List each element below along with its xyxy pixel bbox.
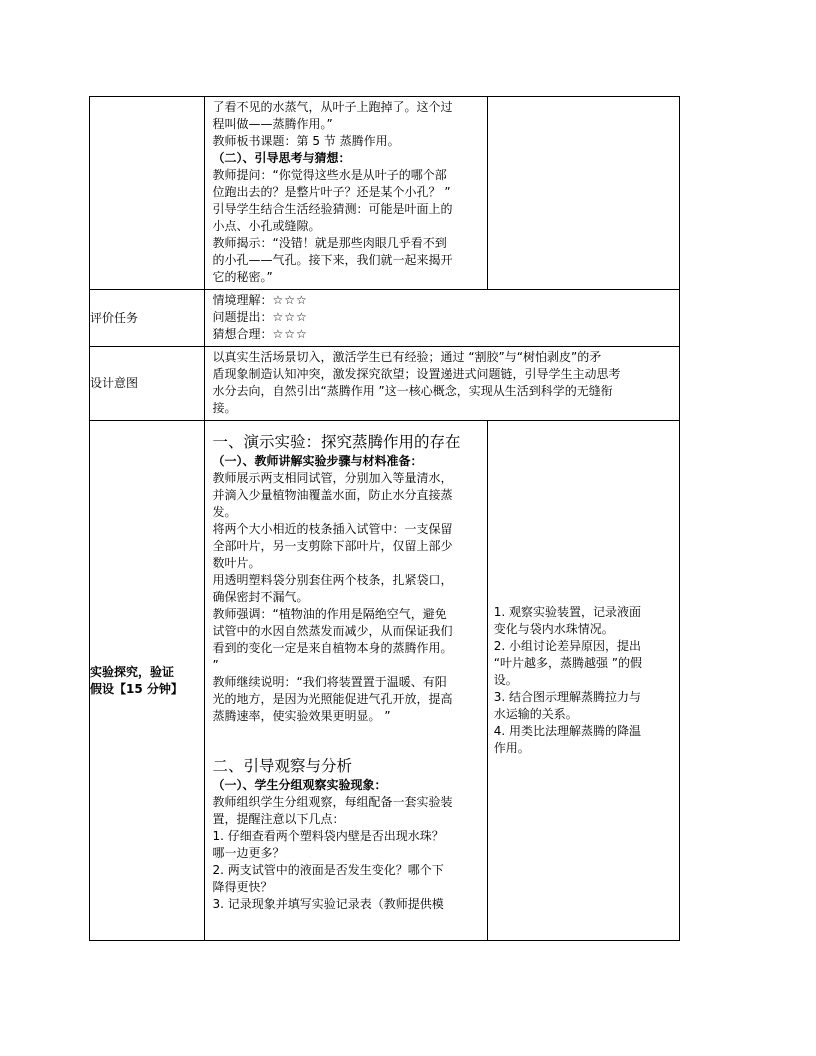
evaluation-label: 评价任务 — [90, 290, 205, 347]
evaluation-item-name: 猜想合理： — [212, 327, 273, 341]
text-line: 2. 两支试管中的液面是否发生变化？哪个下 — [212, 863, 444, 877]
text-line: 2. 小组讨论差异原因，提出 — [493, 638, 642, 653]
text-line: ” — [212, 658, 219, 672]
spacer — [213, 725, 482, 755]
text-line: 水分去向，自然引出“蒸腾作用 ”这一核心概念，实现从生活到科学的无缝衔 — [212, 384, 613, 398]
evaluation-item-name: 问题提出： — [212, 310, 273, 324]
text-line: 教师继续说明：“我们将装置置于温暖、有阳 — [212, 675, 447, 689]
star-rating: ☆☆☆ — [272, 293, 308, 307]
student-activity-cell-empty — [487, 97, 679, 290]
text-line: 变化与袋内水珠情况。 — [493, 621, 614, 636]
evaluation-item — [213, 292, 674, 309]
text-line: 3. 记录现象并填写实验记录表（教师提供模 — [212, 897, 444, 911]
design-label: 设计意图 — [90, 347, 205, 421]
star-rating: ☆☆☆ — [272, 327, 308, 341]
text-line: 降得更快？ — [212, 880, 273, 894]
text-line: 蒸腾速率，使实验效果更明显。 ” — [212, 709, 391, 723]
subheading: （一）、学生分组观察实验现象： — [212, 778, 387, 792]
table-row-design — [90, 347, 680, 421]
text-line: 将两个大小相近的枝条插入试管中：一支保留 — [212, 522, 453, 536]
design-content — [204, 347, 679, 421]
text-line: 设。 — [493, 672, 518, 687]
text-line: 作用。 — [493, 740, 530, 755]
text-line: 接。 — [212, 401, 237, 415]
text-line: 1. 观察实验装置，记录液面 — [493, 604, 642, 619]
text-line: 水运输的关系。 — [493, 706, 578, 721]
student-activity-cell — [487, 421, 679, 941]
text-line: 以真实生活场景切入，激活学生已有经验；通过 “割胶”与“树怕剥皮”的矛 — [212, 350, 602, 364]
text-line: 教师展示两支相同试管，分别加入等量清水， — [212, 471, 453, 485]
text-line: “叶片越多，蒸腾越强 ”的假 — [493, 655, 642, 670]
text-line: 并滴入少量植物油覆盖水面，防止水分直接蒸 — [212, 488, 453, 502]
table-row-experiment — [90, 421, 680, 941]
star-rating: ☆☆☆ — [272, 310, 308, 324]
text-line: 用透明塑料袋分别套住两个枝条，扎紧袋口， — [212, 573, 453, 587]
text-line: 全部叶片，另一支剪除下部叶片，仅留上部少 — [212, 539, 453, 553]
evaluation-content — [204, 290, 679, 347]
label-cell-empty — [90, 97, 205, 290]
text-line: 教师提问：“你觉得这些水是从叶子的哪个部 — [212, 168, 447, 182]
section-title: 二、引导观察与分析 — [212, 757, 353, 775]
text-line: 的小孔——气孔。接下来，我们就一起来揭开 — [212, 253, 453, 267]
text-line: 教师揭示：“没错！就是那些肉眼几乎看不到 — [212, 236, 447, 250]
text-line: 置，提醒注意以下几点： — [212, 812, 345, 826]
text-line: 数叶片。 — [212, 556, 261, 570]
subheading: （一）、教师讲解实验步骤与材料准备： — [212, 454, 423, 468]
subheading: （二）、引导思考与猜想： — [212, 151, 351, 165]
text-line: 位跑出去的？是整片叶子？还是某个小孔？ ” — [212, 185, 451, 199]
text-line: 程叫做——蒸腾作用。” — [212, 117, 333, 131]
text-line: 3. 结合图示理解蒸腾拉力与 — [493, 689, 642, 704]
text-line: 1. 仔细查看两个塑料袋内壁是否出现水珠？ — [212, 829, 444, 843]
evaluation-item — [213, 326, 674, 343]
text-line: 哪一边更多？ — [212, 846, 285, 860]
text-line: 教师组织学生分组观察，每组配备一套实验装 — [212, 795, 453, 809]
text-line: 盾现象制造认知冲突，激发探究欲望；设置递进式问题链，引导学生主动思考 — [212, 367, 621, 381]
section-title: 一、演示实验：探究蒸腾作用的存在 — [212, 433, 461, 451]
table-row-evaluation — [90, 290, 680, 347]
text-line: 光的地方，是因为光照能促进气孔开放，提高 — [212, 692, 453, 706]
evaluation-item-name: 情境理解： — [212, 293, 273, 307]
text-line: 小点、小孔或缝隙。 — [212, 219, 321, 233]
text-line: 教师强调：“植物油的作用是隔绝空气，避免 — [212, 607, 447, 621]
text-line: 教师板书课题：第 5 节 蒸腾作用。 — [212, 134, 400, 148]
table-row-intro — [90, 97, 680, 290]
text-line: 确保密封不漏气。 — [212, 590, 309, 604]
text-line: 4. 用类比法理解蒸腾的降温 — [493, 723, 642, 738]
lesson-plan-table — [89, 96, 680, 941]
evaluation-item — [213, 309, 674, 326]
experiment-label-line: 实验探究，验证 — [90, 664, 175, 679]
text-line: 试管中的水因自然蒸发而减少，从而保证我们 — [212, 624, 453, 638]
teacher-activity-cell — [204, 421, 487, 941]
text-line: 发。 — [212, 505, 237, 519]
text-line: 它的秘密。” — [212, 270, 273, 284]
text-line: 引导学生结合生活经验猜测：可能是叶面上的 — [212, 202, 453, 216]
text-line: 看到的变化一定是来自植物本身的蒸腾作用。 — [212, 641, 453, 655]
experiment-label — [90, 421, 205, 941]
text-line: 了看不见的水蒸气，从叶子上跑掉了。这个过 — [212, 100, 453, 114]
experiment-label-line: 假设【15 分钟】 — [90, 681, 183, 696]
teacher-activity-cell — [204, 97, 487, 290]
